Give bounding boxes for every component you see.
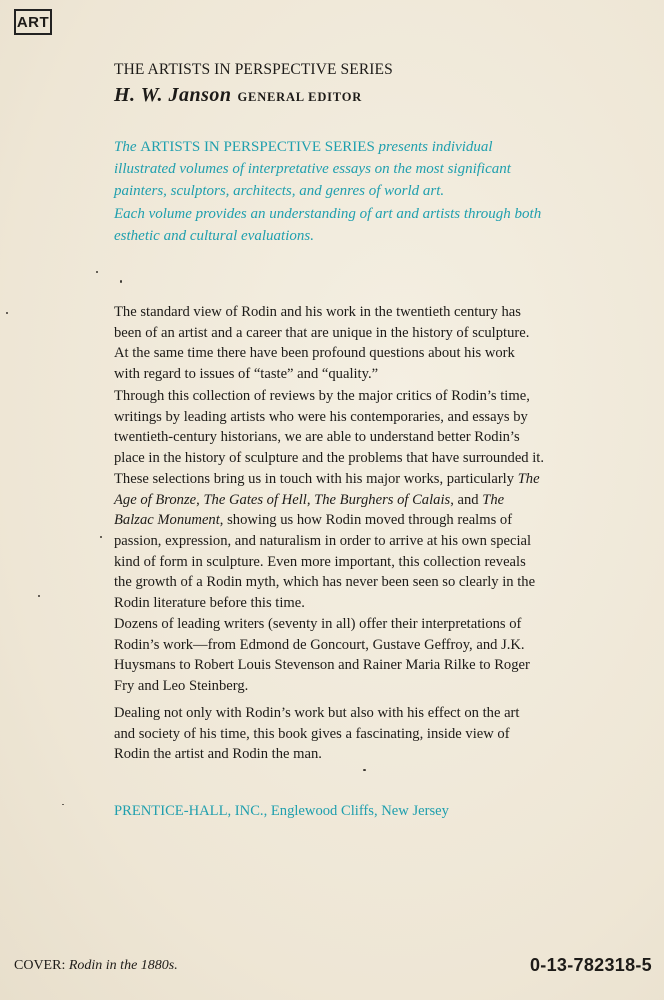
work-title-burghers-of-calais: The Burghers of Calais <box>314 491 451 508</box>
series-desc-rest: presents individual illustrated volumes of interpretative essays on the most significant painters, sculptors, architects, and genres of world art. <box>114 139 511 199</box>
paper-speck <box>100 536 102 538</box>
series-desc-name: ARTISTS IN PERSPECTIVE SERIES <box>140 139 375 155</box>
editor-line <box>114 84 362 107</box>
cover-label: COVER: <box>14 958 66 973</box>
paper-speck <box>96 271 98 273</box>
cover-caption-text: Rodin in the 1880s. <box>68 958 178 973</box>
work-separator: , <box>306 491 315 508</box>
paper-speck <box>363 769 366 771</box>
work-separator: , and <box>450 491 483 508</box>
body-paragraph-3: Dozens of leading writers (seventy in all) offer their interpretations of Rodin’s work—from Edmond de Goncourt, Gustave Geffroy, and J.K. Huysmans to Robert Louis Stevenson and Rainer Maria Rilke to Roger Fry and Leo Steinberg. <box>114 616 530 695</box>
body-paragraph-4: Dealing not only with Rodin’s work but also with his effect on the art and society of his time, this book gives a fascinating, inside view of Rodin the artist and Rodin the man. <box>114 705 520 763</box>
paper-speck <box>6 312 8 314</box>
series-description-2: Each volume provides an understanding of art and artists through both esthetic and cultural evaluations. <box>114 206 542 244</box>
publisher-line: PRENTICE-HALL, INC., Englewood Cliffs, New Jersey <box>114 803 449 819</box>
body-p2-rest: , showing us how Rodin moved through realms of passion, expression, and naturalism in order to arrive at his own special kind of form in sculpture. Even more important, this collection reveals the growth of a Rodin myth, which has never been seen so clearly in the Rodin literature before this time. <box>114 512 536 612</box>
editor-role: GENERAL EDITOR <box>237 90 363 104</box>
isbn-number: 0-13-782318-5 <box>530 955 652 975</box>
paper-speck <box>38 595 40 597</box>
art-category-badge: ART <box>14 9 52 35</box>
series-title: THE ARTISTS IN PERSPECTIVE SERIES <box>114 61 393 78</box>
cover-caption <box>14 958 178 974</box>
body-p2-intro: Through this collection of reviews by the major critics of Rodin’s time, writings by leading artists who were his contemporaries, and essays by twentieth-century historians, we are able to understand better Rodin’s place in the history of sculpture and the problems that have surrounded it. These selections bring us in touch with his major works, particularly <box>114 388 544 487</box>
work-title-balzac-monument: The Balzac Monument <box>114 491 505 529</box>
work-title-age-of-bronze: The Age of Bronze <box>114 470 540 508</box>
body-paragraph-1: The standard view of Rodin and his work in the twentieth century has been of an artist and a career that are unique in the history of sculpture. At the same time there have been profound questions about his work with regard to issues of “taste” and “quality.” <box>114 304 530 383</box>
work-title-gates-of-hell: The Gates of Hell <box>203 491 307 508</box>
series-desc-lead: The <box>114 139 141 155</box>
work-separator: , <box>196 491 204 508</box>
body-paragraph-2 <box>114 386 544 614</box>
editor-name: H. W. Janson <box>114 84 232 106</box>
paper-speck <box>120 280 122 283</box>
series-description <box>114 136 544 202</box>
paper-speck <box>62 804 64 805</box>
